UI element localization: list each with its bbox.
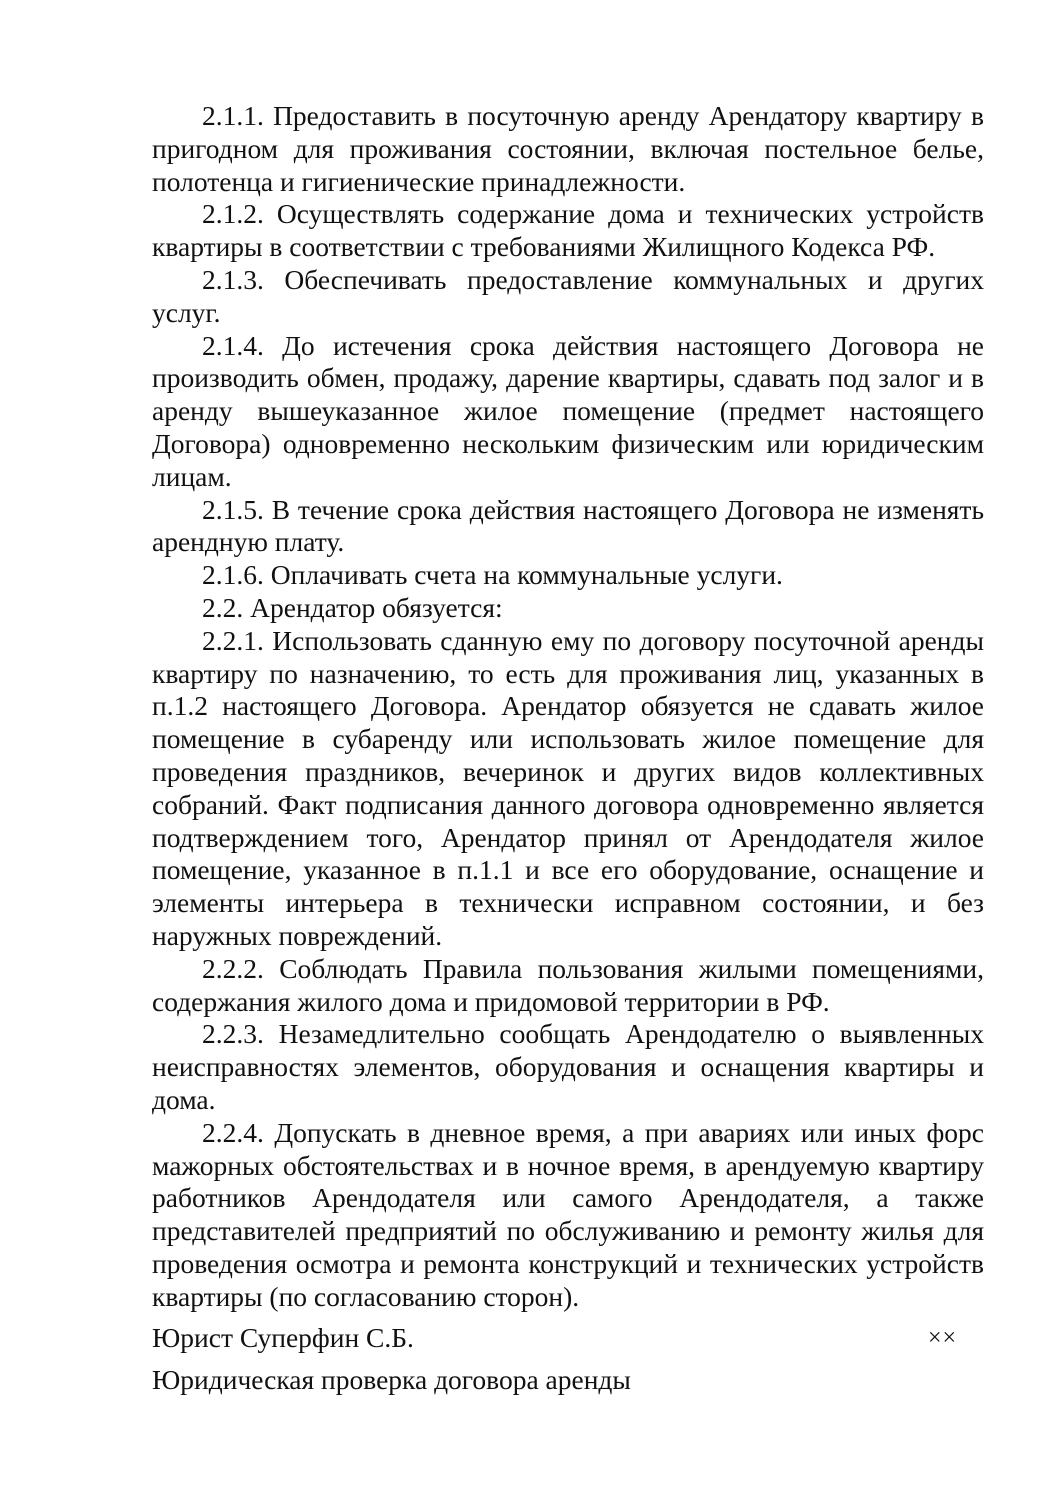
clause-2-1-1: 2.1.1. Предоставить в посуточную аренду Арендатору квартиру в пригодном для проживания состоянии, включая постельное белье, полотенца и гигиенические принадлежности. xyxy=(152,100,984,197)
footer-author: Юрист Суперфин С.Б. xyxy=(152,1322,414,1353)
document-body xyxy=(152,100,984,1313)
clause-2-2-1: 2.2.1. Использовать сданную ему по договору посуточной аренды квартиру по назначению, то есть для проживания лиц, указанных в п.1.2 настоящего Договора. Арендатор обязуется не сдавать жилое помещение в субаренду или использовать жилое помещение для проведения праздников, вечеринок и других видов коллективных собраний. Факт подписания данного договора одновременно является подтверждением того, Арендатор принял от Арендодателя жилое помещение, указанное в п.1.1 и все его оборудование, оснащение и элементы интерьера в технически исправном состоянии, и без наружных повреждений. xyxy=(152,624,984,951)
clause-2-1-3: 2.1.3. Обеспечивать предоставление коммунальных и других услуг. xyxy=(152,263,984,328)
clause-2-2-2: 2.2.2. Соблюдать Правила пользования жилыми помещениями, содержания жилого дома и придомовой территории в РФ. xyxy=(152,952,984,1017)
footer-marks: ×× xyxy=(928,1325,958,1351)
clause-2-1-6: 2.1.6. Оплачивать счета на коммунальные услуги. xyxy=(202,559,783,591)
clause-2-2-3: 2.2.3. Незамедлительно сообщать Арендодателю о выявленных неисправностях элементов, оборудования и оснащения квартиры и дома. xyxy=(152,1018,984,1115)
clause-2-2-4: 2.2.4. Допускать в дневное время, а при авариях или иных форс мажорных обстоятельствах и в ночное время, в арендуемую квартиру работников Арендодателя или самого Арендодателя, а также представителей предприятий по обслуживанию и ремонту жилья для проведения осмотра и ремонта конструкций и технических устройств квартиры (по согласованию сторон). xyxy=(152,1116,984,1312)
footer-signature-line xyxy=(152,1322,984,1356)
footer-caption: Юридическая проверка договора аренды xyxy=(152,1364,631,1395)
clause-2-1-5: 2.1.5. В течение срока действия настоящего Договора не изменять арендную плату. xyxy=(152,493,984,558)
clause-2-2: 2.2. Арендатор обязуется: xyxy=(202,591,503,623)
clause-2-1-2: 2.1.2. Осуществлять содержание дома и технических устройств квартиры в соответствии с требованиями Жилищного Кодекса РФ. xyxy=(152,198,984,263)
clause-2-1-4: 2.1.4. До истечения срока действия настоящего Договора не производить обмен, продажу, дарение квартиры, сдавать под залог и в аренду вышеуказанное жилое помещение (предмет настоящего Договора) одновременно нескольким физическим или юридическим лицам. xyxy=(152,329,984,492)
